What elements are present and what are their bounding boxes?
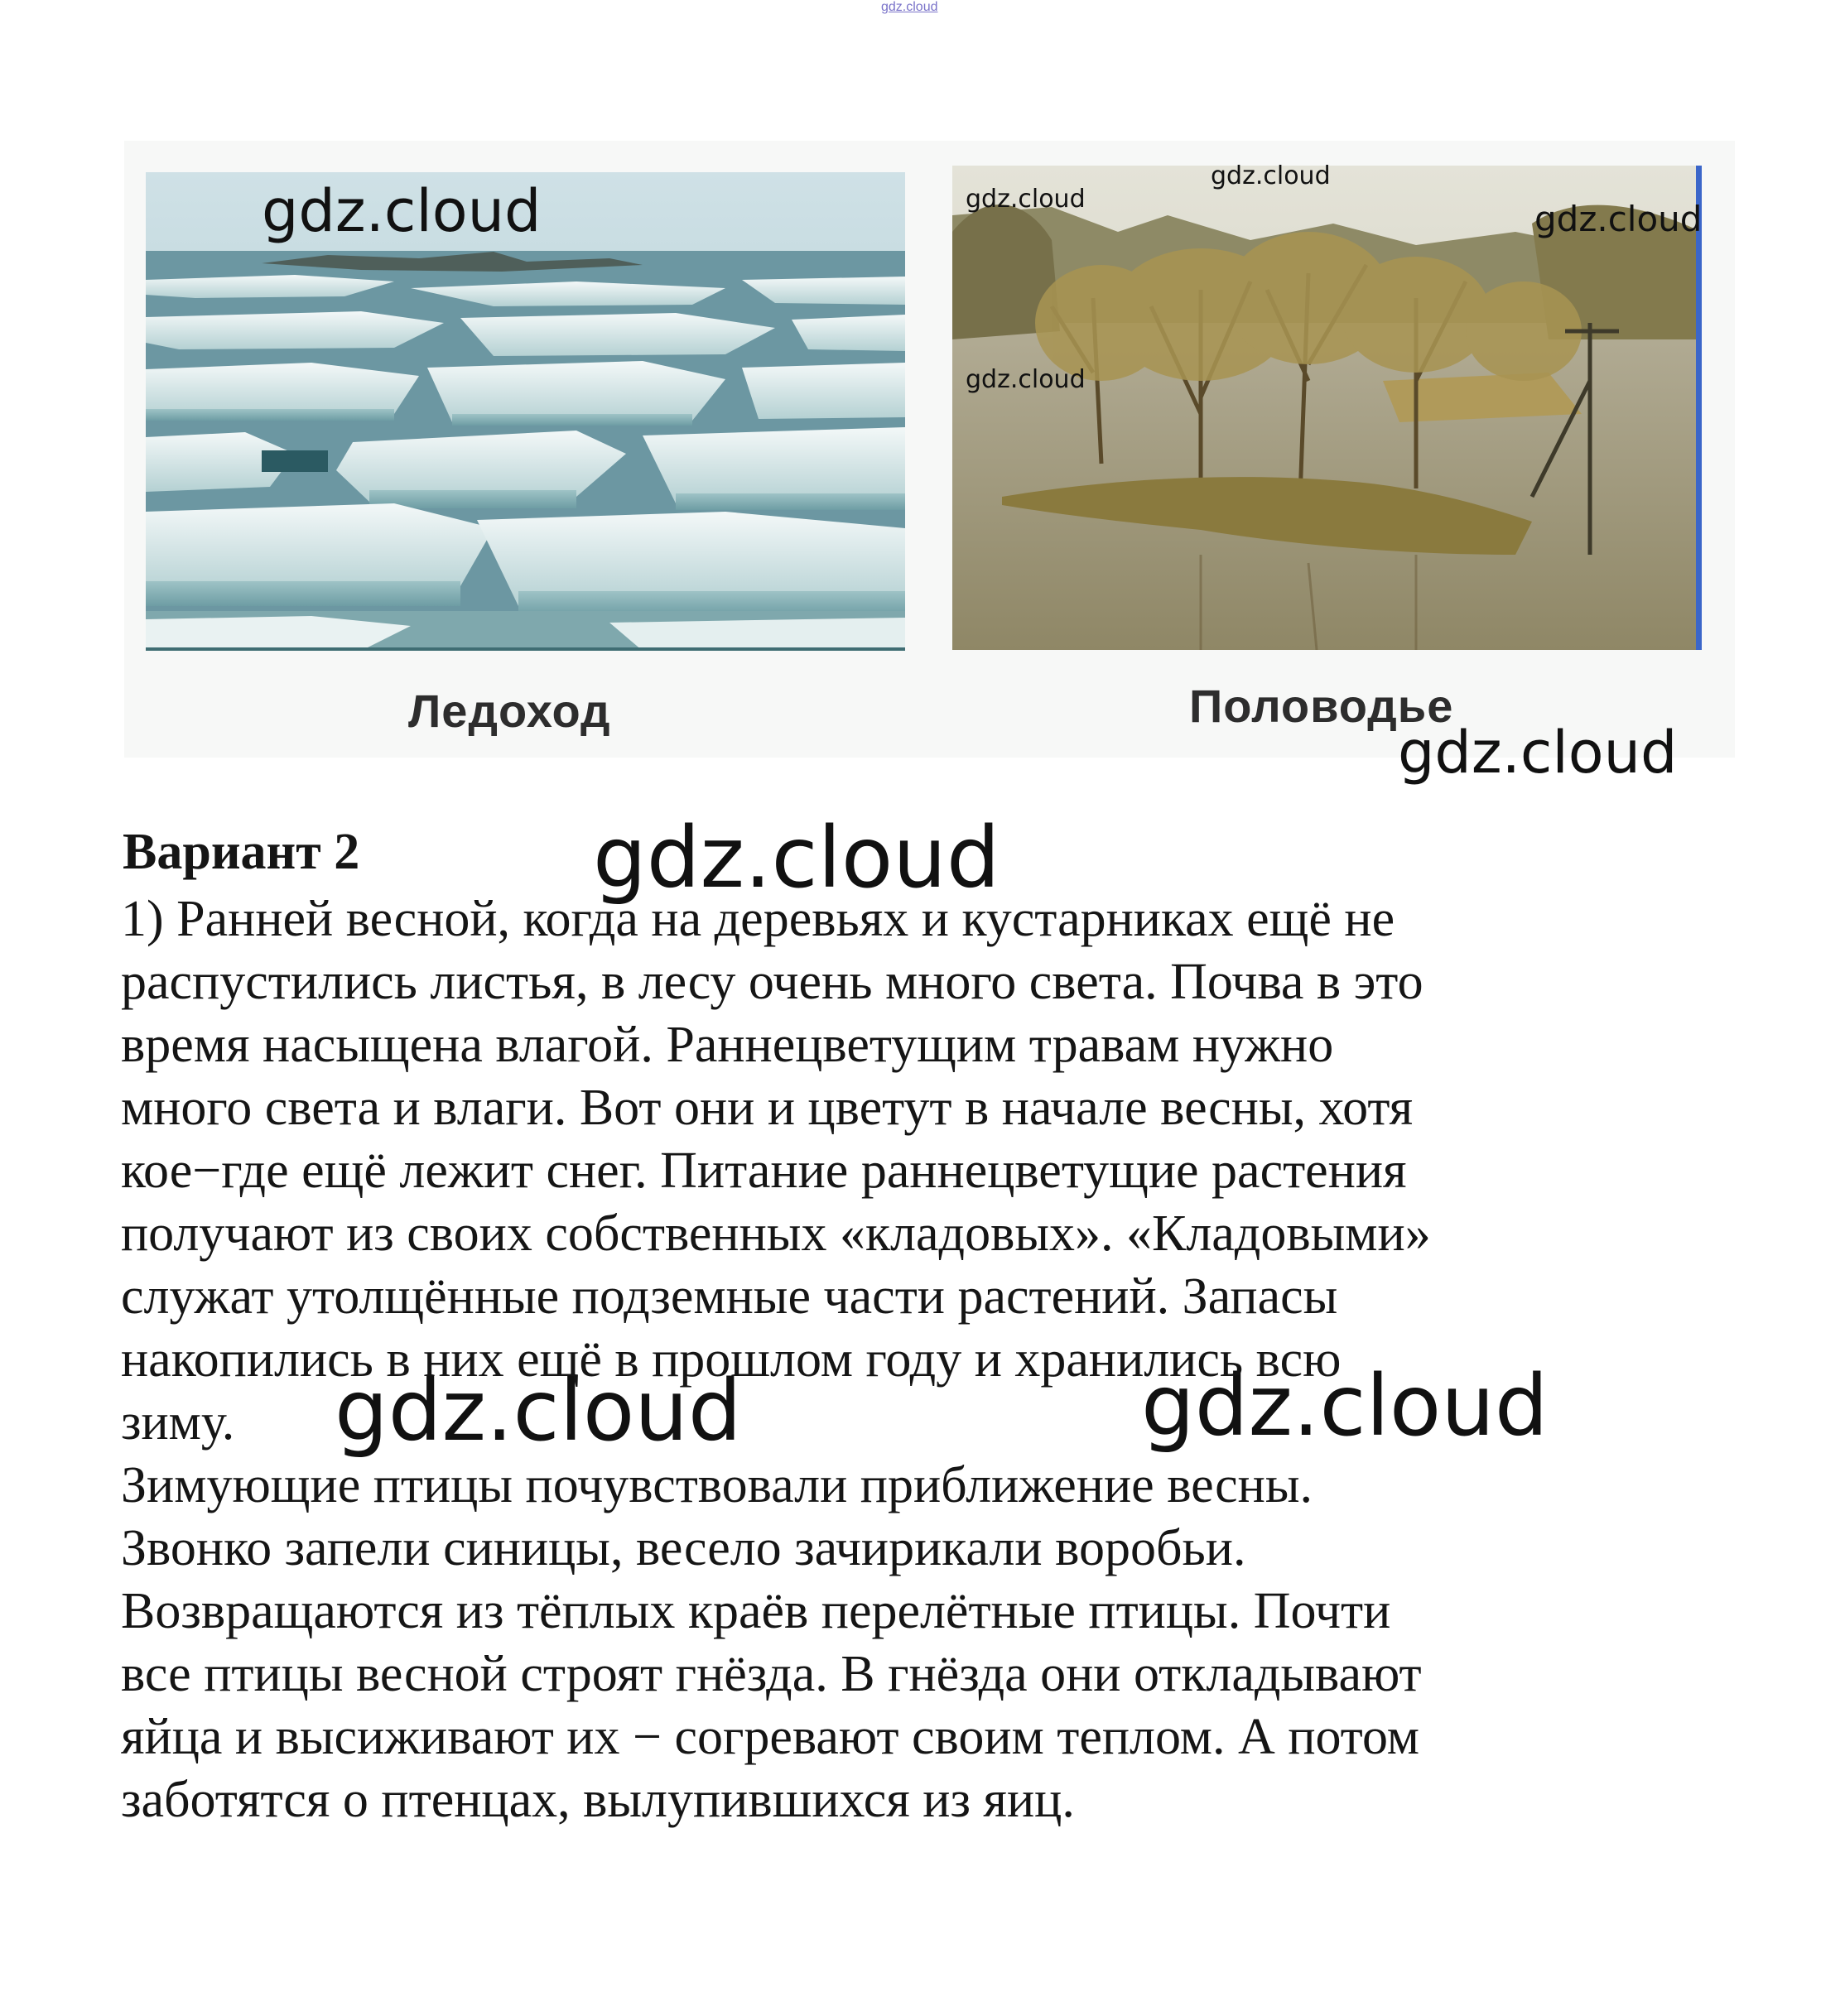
watermark: gdz.cloud xyxy=(1211,161,1331,190)
watermark: gdz.cloud xyxy=(966,365,1086,394)
text-line: Звонко запели синицы, весело зачирикали воробьи. xyxy=(121,1520,1246,1576)
text-line: накопились в них ещё в прошлом году и хранились всю xyxy=(121,1331,1342,1388)
watermark: gdz.cloud xyxy=(1398,719,1678,787)
text-line: Возвращаются из тёплых краёв перелётные птицы. Почти xyxy=(121,1583,1391,1639)
text-line: зиму. xyxy=(121,1394,235,1451)
variant-heading: Вариант 2 xyxy=(123,824,360,880)
text-line: распустились листья, в лесу очень много света. Почва в это xyxy=(121,954,1423,1010)
text-line: время насыщена влагой. Раннецветущим травам нужно xyxy=(121,1017,1334,1073)
text-line: 1) Ранней весной, когда на деревьях и кустарниках ещё не xyxy=(121,891,1395,947)
text-line: Зимующие птицы почувствовали приближение весны. xyxy=(121,1457,1313,1513)
text-line: кое−где ещё лежит снег. Питание раннецветущие растения xyxy=(121,1143,1407,1199)
text-line: служат утолщённые подземные части растений. Запасы xyxy=(121,1268,1338,1325)
text-line: яйца и высиживают их − согревают своим теплом. А потом xyxy=(121,1709,1420,1765)
text-line: все птицы весной строят гнёзда. В гнёзда они откладывают xyxy=(121,1646,1422,1702)
watermark: gdz.cloud xyxy=(966,185,1086,214)
header-watermark-link[interactable]: gdz.cloud xyxy=(881,0,938,14)
text-line: заботятся о птенцах, вылупившихся из яиц. xyxy=(121,1772,1075,1828)
watermark: gdz.cloud xyxy=(335,1362,742,1460)
text-line: много света и влаги. Вот они и цветут в начале весны, хотя xyxy=(121,1080,1414,1136)
watermark: gdz.cloud xyxy=(1534,199,1703,239)
caption-ice-drift: Ледоход xyxy=(408,685,611,737)
caption-flood: Половодье xyxy=(1189,680,1454,732)
watermark: gdz.cloud xyxy=(1141,1357,1549,1455)
watermark: gdz.cloud xyxy=(593,809,1000,907)
watermark: gdz.cloud xyxy=(262,177,542,245)
answer-text xyxy=(121,888,1744,1831)
text-line: получают из своих собственных «кладовых». «Кладовыми» xyxy=(121,1205,1431,1262)
